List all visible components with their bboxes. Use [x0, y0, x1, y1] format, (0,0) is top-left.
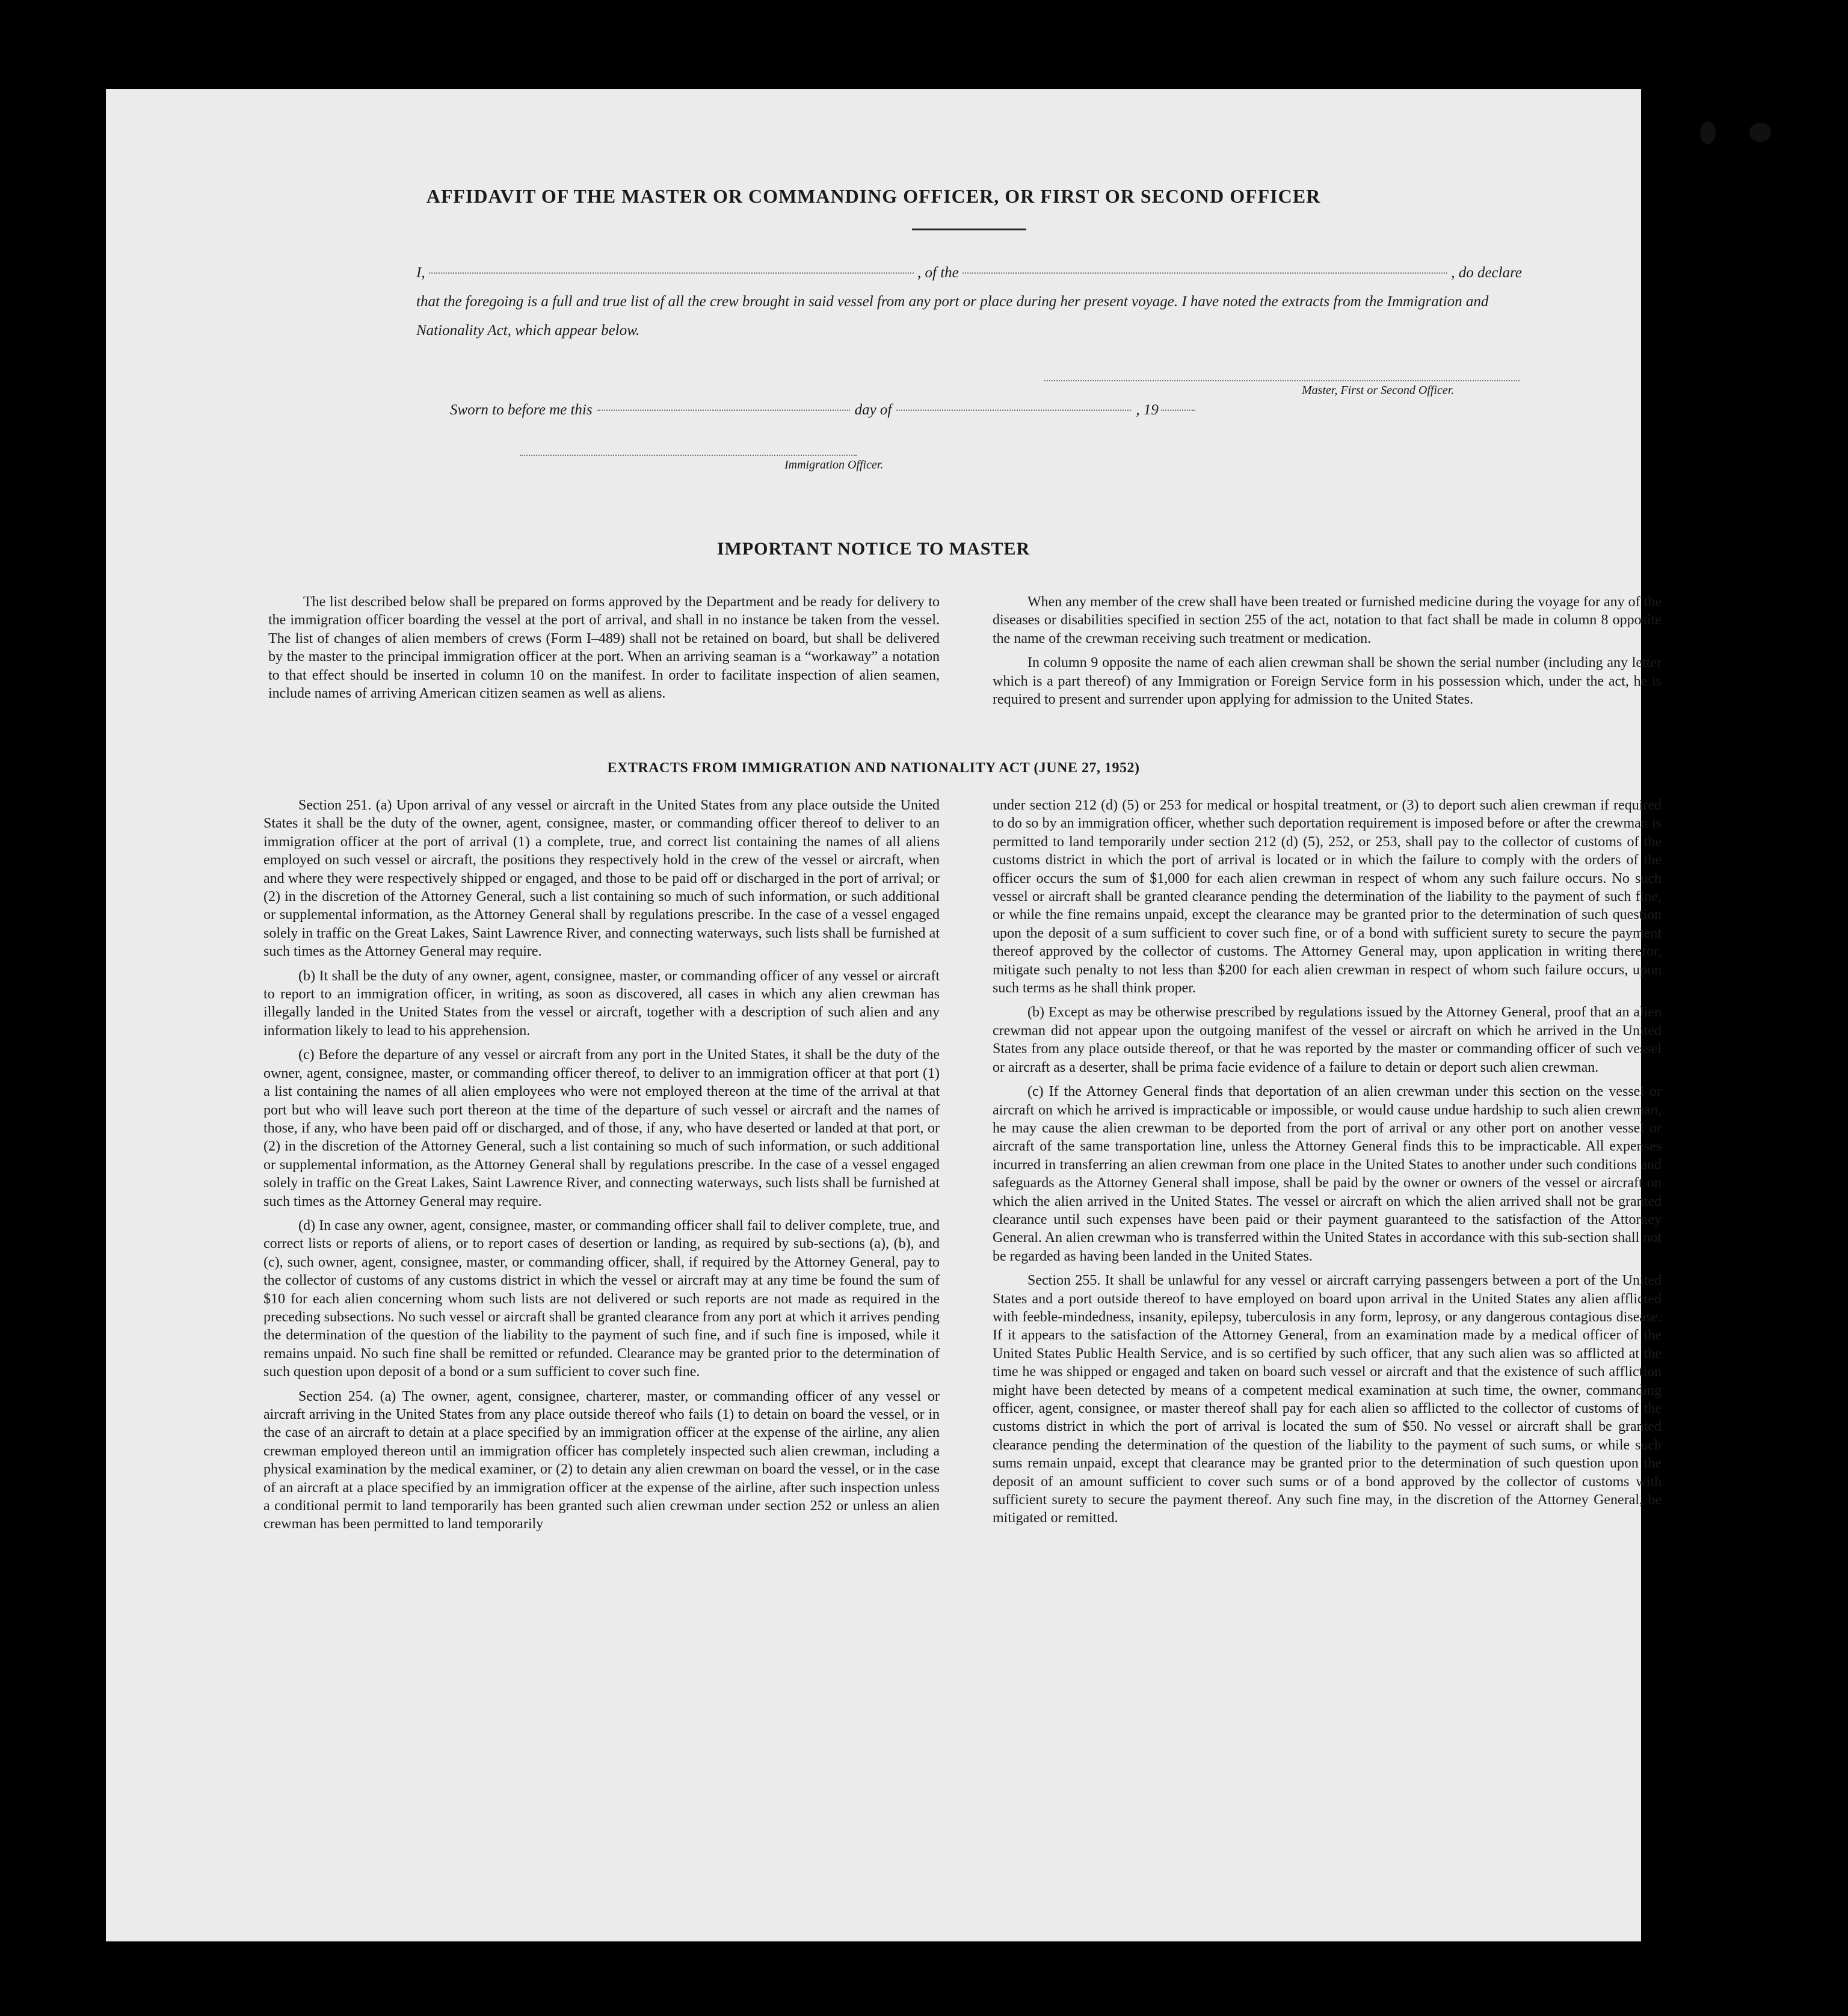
decl-do-declare: , do declare — [1451, 265, 1522, 281]
day-blank — [597, 410, 850, 411]
officer-signature-label: Immigration Officer. — [784, 458, 884, 472]
notice-left-column — [268, 593, 940, 708]
section-251-d: (d) In case any owner, agent, consignee, master, or commanding officer shall fail to deliver complete, true, and correct lists or reports of aliens, or to report cases of desertion or landing, as required by sub-sections (a), (b), and (c), such owner, agent, consignee, master, or commanding officer, shall, if required by the Attorney General, pay to the collector of customs of any customs district in which the vessel or aircraft may at any time be found the sum of $10 for each alien concerning whom such lists are not delivered or such reports are not made as required in the preceding subsections. No such vessel or aircraft shall be granted clearance from any port at which it arrives pending the determination of the question of the liability to the payment of such fine, and if such fine is imposed, while it remains unpaid. No such fine shall be remitted or refunded. Clearance may be granted prior to the determination of such question upon deposit of a bond or a sum sufficient to cover such fine. — [263, 1217, 940, 1380]
section-254-a: Section 254. (a) The owner, agent, consignee, charterer, master, or commanding officer of any vessel or aircraft arriving in the United States from any place outside thereof who fails (1) to detain on board the vessel, or in the case of an aircraft to detain at a place specified by an immigration officer at the expense of the airline, any alien crewman employed thereon until an immigration officer has completely inspected such alien crewman, including a physical examination by the medical examiner, or (2) to detain any alien crewman on board the vessel, or in the case of an aircraft at a place specified by an immigration officer at the expense of the airline, after such inspection unless a conditional permit to land temporarily has been granted such alien crewman under section 252 or unless an alien crewman has been permitted to land temporarily — [263, 1388, 940, 1532]
declaration-first-line — [416, 259, 1522, 287]
extracts-title: EXTRACTS FROM IMMIGRATION AND NATIONALITY ACT (JUNE 27, 1952) — [607, 760, 1140, 776]
year-blank — [1161, 410, 1195, 411]
section-251-c: (c) Before the departure of any vessel or aircraft from any port in the United States, it shall be the duty of the owner, agent, consignee, master, or commanding officer thereof, to deliver to an immigration officer at that port (1) a list containing the names of all alien employees who were not employed thereon at the time of the arrival at that port but who will leave such port thereon at the time of the departure of such vessel or aircraft and the names of those, if any, who have been paid off or discharged, and of those, if any, who have deserted or landed at that port, or (2) in the discretion of the Attorney General, such a list containing so much of such information, or such additional or supplemental information, as the Attorney General shall by regulations prescribe. In the case of a vessel engaged solely in traffic on the Great Lakes, Saint Lawrence River, and connecting waterways, such lists shall be furnished at such times as the Attorney General may require. — [263, 1047, 940, 1209]
document-page — [106, 89, 1662, 1941]
ink-blot — [1749, 123, 1771, 142]
master-signature-line — [1044, 380, 1520, 381]
notice-paragraph: When any member of the crew shall have been treated or furnished medicine during the voyage for any of the diseases or disabilities specified in section 255 of the act, notation to that fact shall be made in column 8 opposite the name of the crewman receiving such treatment or medication. — [993, 594, 1662, 647]
ink-blot — [1700, 121, 1716, 144]
name-blank — [429, 272, 914, 274]
sworn-prefix: Sworn to before me this — [450, 402, 593, 418]
form-title: AFFIDAVIT OF THE MASTER OR COMMANDING OFFICER, OR FIRST OR SECOND OFFICER — [426, 185, 1321, 207]
sworn-day-of: day of — [854, 402, 892, 418]
notice-paragraph: The list described below shall be prepared on forms approved by the Department and be ready for delivery to the immigration officer boarding the vessel at the port of arrival, and shall in no instance be taken from the vessel. The list of changes of alien members of crews (Form I–489) shall not be retained on board, but shall be delivered by the master to the principal immigration officer at the port. When an arriving seaman is a “workaway” a notation to that effect should be inserted in column 10 on the manifest. In order to facilitate inspection of alien seamen, include names of arriving American citizen seamen as well as aliens. — [268, 594, 940, 702]
decl-i: I, — [416, 265, 425, 281]
sworn-line — [450, 402, 1232, 419]
section-251-b: (b) It shall be the duty of any owner, agent, consignee, master, or commanding officer of any vessel or aircraft to report to an immigration officer, in writing, as soon as discovered, all cases in which any alien crewman has illegally landed in the United States from the vessel or aircraft, together with a description of such alien and any information likely to lead to his apprehension. — [263, 968, 940, 1039]
notice-right-column — [993, 593, 1662, 715]
section-251-a: Section 251. (a) Upon arrival of any vessel or aircraft in the United States from any place outside the United States it shall be the duty of the owner, agent, consignee, master, or commanding officer thereof to deliver to an immigration officer at the port of arrival (1) a complete, true, and correct list containing the names of all aliens employed on such vessel or aircraft, the positions they respectively hold in the crew of the vessel or aircraft, when and where they were respectively shipped or engaged, and those to be paid off or discharged in the port of arrival; or (2) in the discretion of the Attorney General, such a list containing so much of such information, or such additional or supplemental information, as the Attorney General shall by regulations prescribe. In the case of a vessel engaged solely in traffic on the Great Lakes, Saint Lawrence River, and connecting waterways, such lists shall be furnished at such times as the Attorney General may require. — [263, 797, 940, 960]
vessel-blank — [962, 272, 1447, 274]
sworn-year: , 19 — [1136, 402, 1159, 418]
decl-of-the: , of the — [917, 265, 959, 281]
title-rule — [912, 229, 1026, 230]
month-blank — [896, 410, 1131, 411]
master-signature-label: Master, First or Second Officer. — [1302, 384, 1455, 397]
section-254-b: (b) Except as may be otherwise prescribed by regulations issued by the Attorney General, proof that an alien crewman did not appear upon the outgoing manifest of the vessel or aircraft on which he arrived in the United States from any place outside thereof, or that he was reported by the master or commanding officer of such vessel or aircraft as a deserter, shall be prima facie evidence of a failure to detain or deport such alien crewman. — [993, 1004, 1662, 1075]
extracts-left-column — [263, 796, 940, 1540]
notice-title: IMPORTANT NOTICE TO MASTER — [716, 539, 1030, 559]
notice-paragraph: In column 9 opposite the name of each alien crewman shall be shown the serial number (including any letter which is a part thereof) of any Immigration or Foreign Service form in his possession which, under the act, he is required to present and surrender upon applying for admission to the United States. — [993, 655, 1662, 708]
section-255: Section 255. It shall be unlawful for any vessel or aircraft carrying passengers between a port of the United States and a port outside thereof to have employed on board upon arrival in the United States any alien afflicted with feeble-mindedness, insanity, epilepsy, tuberculosis in any form, leprosy, or any dangerous contagious disease. If it appears to the satisfaction of the Attorney General, from an examination made by a medical officer of the United States Public Health Service, and is so certified by such officer, that any such alien was so afflicted at the time he was shipped or engaged and taken on board such vessel or aircraft and that the existence of such affliction might have been detected by means of a competent medical examination at such time, the owner, commanding officer, agent, consignee, or master thereof shall pay for each alien so afflicted to the collector of customs of the customs district in which the port of arrival is located the sum of $50. No vessel or aircraft shall be granted clearance pending the determination of the question of the liability to the payment of such sums, or while such sums remain unpaid, except that clearance may be granted prior to the determination of such question upon the deposit of an amount sufficient to cover such sums or of a bond approved by the collector of customs with sufficient surety to secure the payment thereof. Any such fine may, in the discretion of the Attorney General, be mitigated or remitted. — [993, 1273, 1662, 1526]
declaration-text: that the foregoing is a full and true list of all the crew brought in said vessel from any port or place during her present voyage. I have noted the extracts from the Immigration and Nationality Act, which appear below. — [416, 293, 1489, 339]
declaration — [416, 259, 1522, 345]
extracts-right-column — [993, 796, 1662, 1534]
section-254-c: (c) If the Attorney General finds that deportation of an alien crewman under this section on the vessel or aircraft on which he arrived is impracticable or impossible, or would cause undue hardship to such alien crewman, he may cause the alien crewman to be deported from the port of arrival or any other port on another vessel or aircraft of the same transportation line, unless the Attorney General finds this to be impracticable. All expenses incurred in transferring an alien crewman from one place in the United States to another under such conditions and safeguards as the Attorney General shall impose, shall be paid by the owner or owners of the vessel or aircraft on which the alien arrived in the United States. The vessel or aircraft on which the alien arrived shall not be granted clearance until such expenses have been paid or their payment guaranteed to the satisfaction of the Attorney General. An alien crewman who is transferred within the United States in accordance with this sub-section shall not be regarded as having been landed in the United States. — [993, 1084, 1662, 1264]
officer-signature-line — [520, 455, 857, 456]
section-254-a-continued: under section 212 (d) (5) or 253 for medical or hospital treatment, or (3) to deport such alien crewman if required to do so by an immigration officer, whether such deportation requirement is imposed before or after the crewman is permitted to land temporarily under section 212 (d) (5), 252, or 253, shall pay to the collector of customs of the customs district in which the port of arrival is located or in which the failure to comply with the orders of the officer occurs the sum of $1,000 for each alien crewman in respect of whom any such failure occurs. No such vessel or aircraft shall be granted clearance pending the determination of the liability to the payment of such fine, or while the fine remains unpaid, except the clearance may be granted prior to the determination of such question upon the deposit of a sum sufficient to cover such fine, or of a bond with sufficient surety to secure the payment thereof approved by the collector of customs. The Attorney General may, upon application in writing therefor, mitigate such penalty to not less than $200 for each alien crewman in respect of whom such failure occurs, upon such terms as he shall think proper. — [993, 797, 1662, 997]
